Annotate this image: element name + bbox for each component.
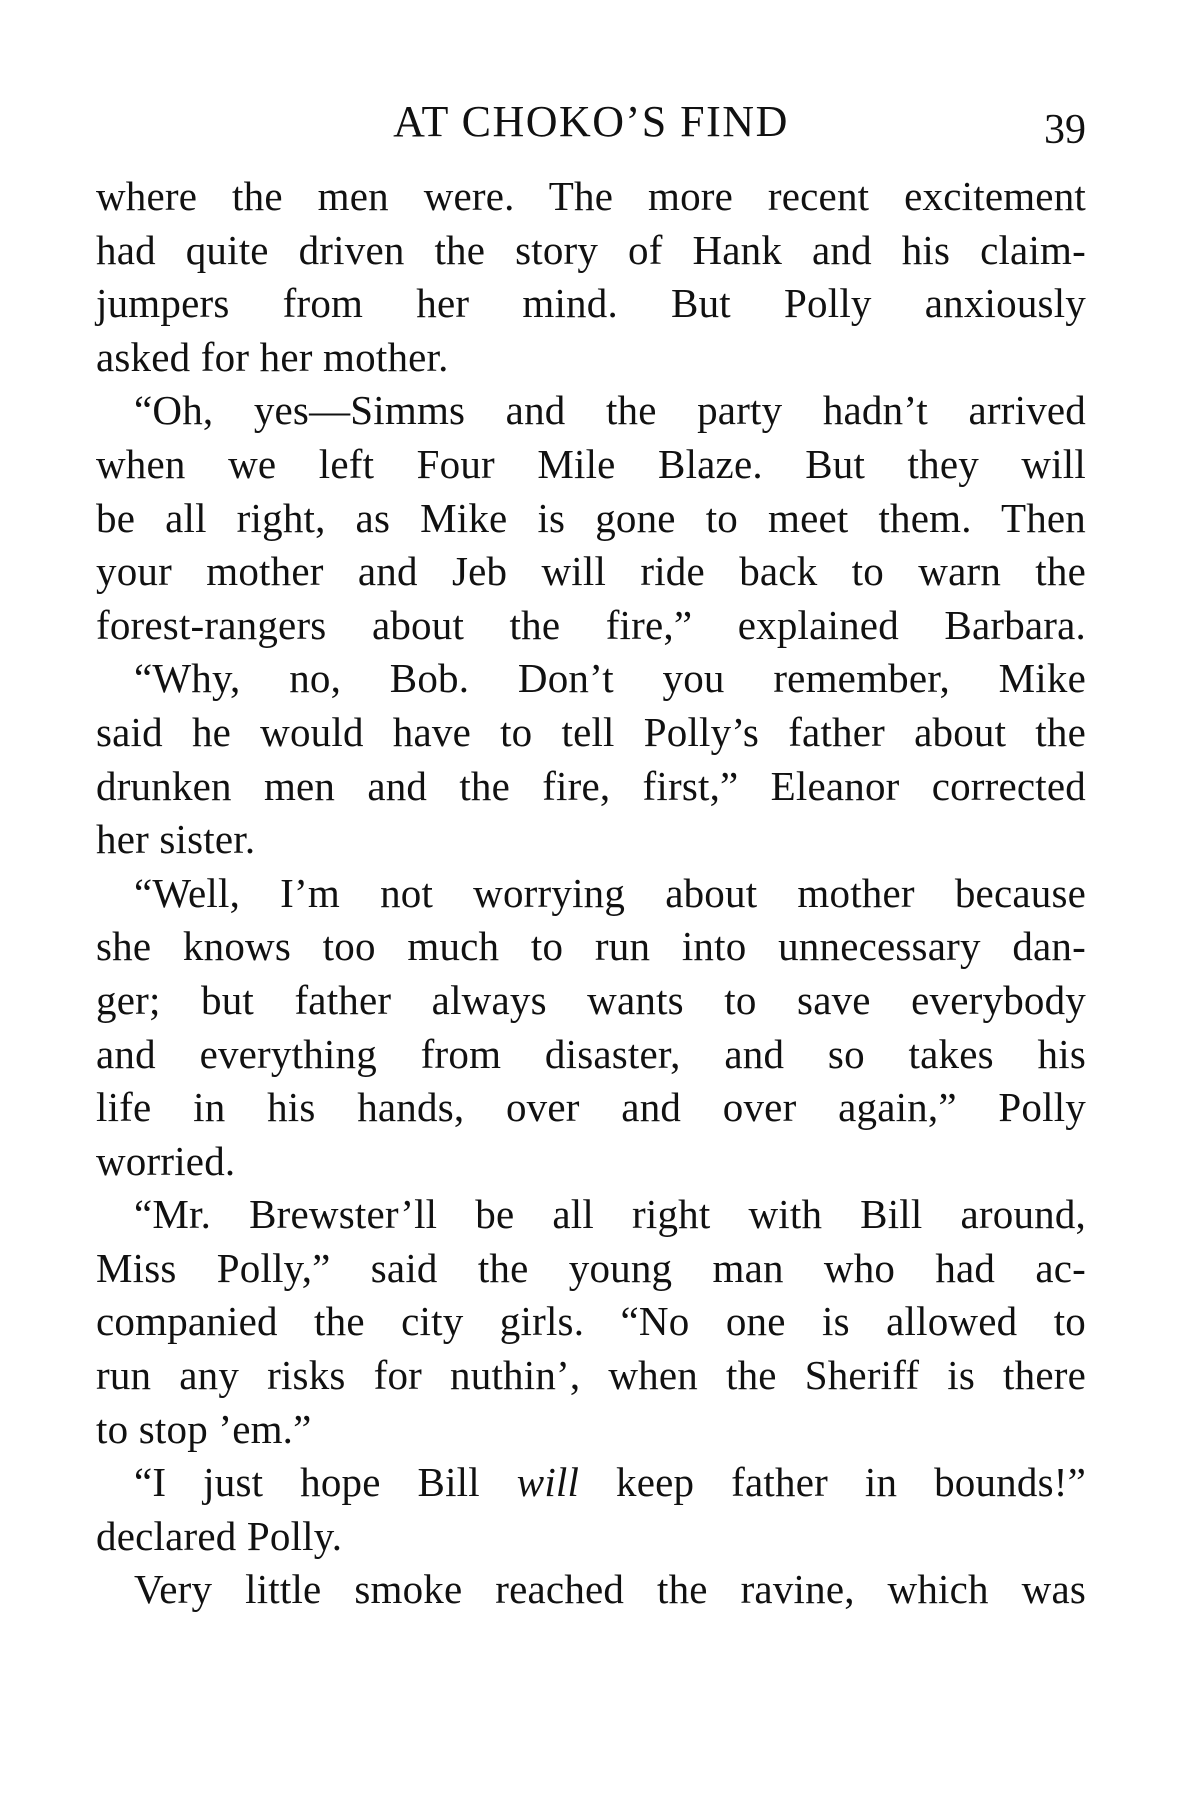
text-line: asked for her mother. [96,333,449,380]
text-line-with-emphasis [96,1456,1086,1510]
text-fragment: “I just hope Bill [134,1459,517,1506]
text-line: Very little smoke reached the ravine, which was [134,1566,1086,1613]
text-line: jumpers from her mind. But Polly anxiously [96,280,1086,327]
text-line: “Mr. Brewster’ll be all right with Bill around, [134,1191,1086,1238]
text-line: forest-rangers about the fire,” explained Barbara. [96,601,1086,648]
page-number: 39 [1044,107,1086,153]
body-text [96,170,1086,1617]
running-title: AT CHOKO’S FIND [393,97,789,146]
text-line: where the men were. The more recent excitement [96,173,1086,219]
text-line: she knows too much to run into unnecessary dan- [96,923,1086,970]
text-line: life in his hands, over and over again,” Polly [96,1084,1086,1131]
text-line: “Why, no, Bob. Don’t you remember, Mike [134,655,1086,702]
running-head [96,92,1086,152]
text-line: her sister. [96,816,256,863]
text-line: said he would have to tell Polly’s father about the [96,708,1086,755]
emphasized-word: will [516,1459,580,1506]
text-line: drunken men and the fire, first,” Eleanor corrected [96,762,1086,809]
text-line: “Well, I’m not worrying about mother because [134,869,1086,916]
text-line: Miss Polly,” said the young man who had ac- [96,1244,1086,1291]
text-line: when we left Four Mile Blaze. But they will [96,440,1086,487]
text-line: to stop ’em.” [96,1405,312,1452]
text-line: worried. [96,1137,236,1184]
text-line: your mother and Jeb will ride back to warn the [96,548,1086,595]
text-line: declared Polly. [96,1512,343,1559]
text-line: be all right, as Mike is gone to meet them. Then [96,494,1086,541]
text-line: had quite driven the story of Hank and his claim- [96,226,1086,273]
text-line: “Oh, yes—Simms and the party hadn’t arrived [134,387,1086,434]
text-line: run any risks for nuthin’, when the Sheriff is there [96,1352,1086,1399]
text-line: and everything from disaster, and so takes his [96,1030,1086,1077]
text-line: companied the city girls. “No one is allowed to [96,1298,1086,1345]
text-fragment: keep father in bounds!” [579,1459,1086,1506]
text-line: ger; but father always wants to save everybody [96,976,1086,1023]
